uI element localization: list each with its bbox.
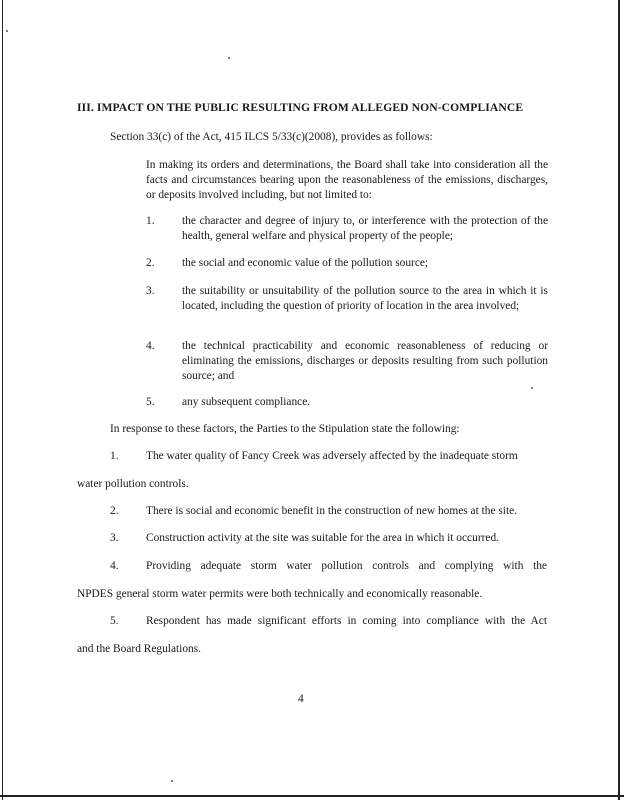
finding-number: 5. <box>110 615 119 627</box>
factor-number: 5. <box>146 396 155 408</box>
finding-number: 2. <box>110 505 119 517</box>
finding-number: 1. <box>110 450 119 462</box>
factor-text: the suitability or unsuitability of the pollution source to the area in which it is located, including the question of priority of location in the area involved; <box>182 285 548 312</box>
factor-text: any subsequent compliance. <box>182 396 311 408</box>
factor-number: 4. <box>146 340 155 352</box>
finding-text-continued: and the Board Regulations. <box>77 643 202 655</box>
finding-text-continued: NPDES general storm water permits were both technically and economically reasonable. <box>77 588 483 600</box>
factor-number: 3. <box>146 285 155 297</box>
scan-border-left <box>2 0 3 800</box>
section-heading: III. IMPACT ON THE PUBLIC RESULTING FROM ALLEGED NON-COMPLIANCE <box>77 101 524 114</box>
factor-number: 1. <box>146 215 155 227</box>
finding-text: Providing adequate storm water pollution controls and complying with the <box>146 560 547 572</box>
finding-text: The water quality of Fancy Creek was adversely affected by the inadequate storm <box>146 450 518 462</box>
page-number: 4 <box>298 693 304 705</box>
scan-speck <box>6 30 8 32</box>
scan-speck <box>228 57 230 59</box>
response-intro: In response to these factors, the Parties to the Stipulation state the following: <box>110 423 460 435</box>
finding-text: There is social and economic benefit in the construction of new homes at the site. <box>146 505 518 517</box>
scan-speck <box>531 387 533 389</box>
factor-text: the social and economic value of the pollution source; <box>182 257 429 269</box>
factor-text: the character and degree of injury to, or interference with the protection of the health, general welfare and physical property of the people; <box>182 215 548 242</box>
scan-border-right <box>618 0 620 800</box>
finding-text: Respondent has made significant efforts in coming into compliance with the Act <box>146 615 547 627</box>
intro-text: Section 33(c) of the Act, 415 ILCS 5/33(c)(2008), provides as follows: <box>110 131 433 143</box>
scan-border-bottom <box>0 795 624 797</box>
finding-text-continued: water pollution controls. <box>77 478 189 490</box>
finding-number: 4. <box>110 560 119 572</box>
finding-text: Construction activity at the site was suitable for the area in which it occurred. <box>146 532 499 544</box>
quoted-statute: In making its orders and determinations, the Board shall take into consideration all the facts and circumstances bearing upon the reasonableness of the emissions, discharges, or deposits involved including, but not limited to: <box>146 159 548 201</box>
scan-speck <box>171 780 173 782</box>
factor-number: 2. <box>146 257 155 269</box>
factor-text: the technical practicability and economic reasonableness of reducing or eliminating the emissions, discharges or deposits resulting from such pollution source; and <box>182 340 548 382</box>
finding-number: 3. <box>110 532 119 544</box>
